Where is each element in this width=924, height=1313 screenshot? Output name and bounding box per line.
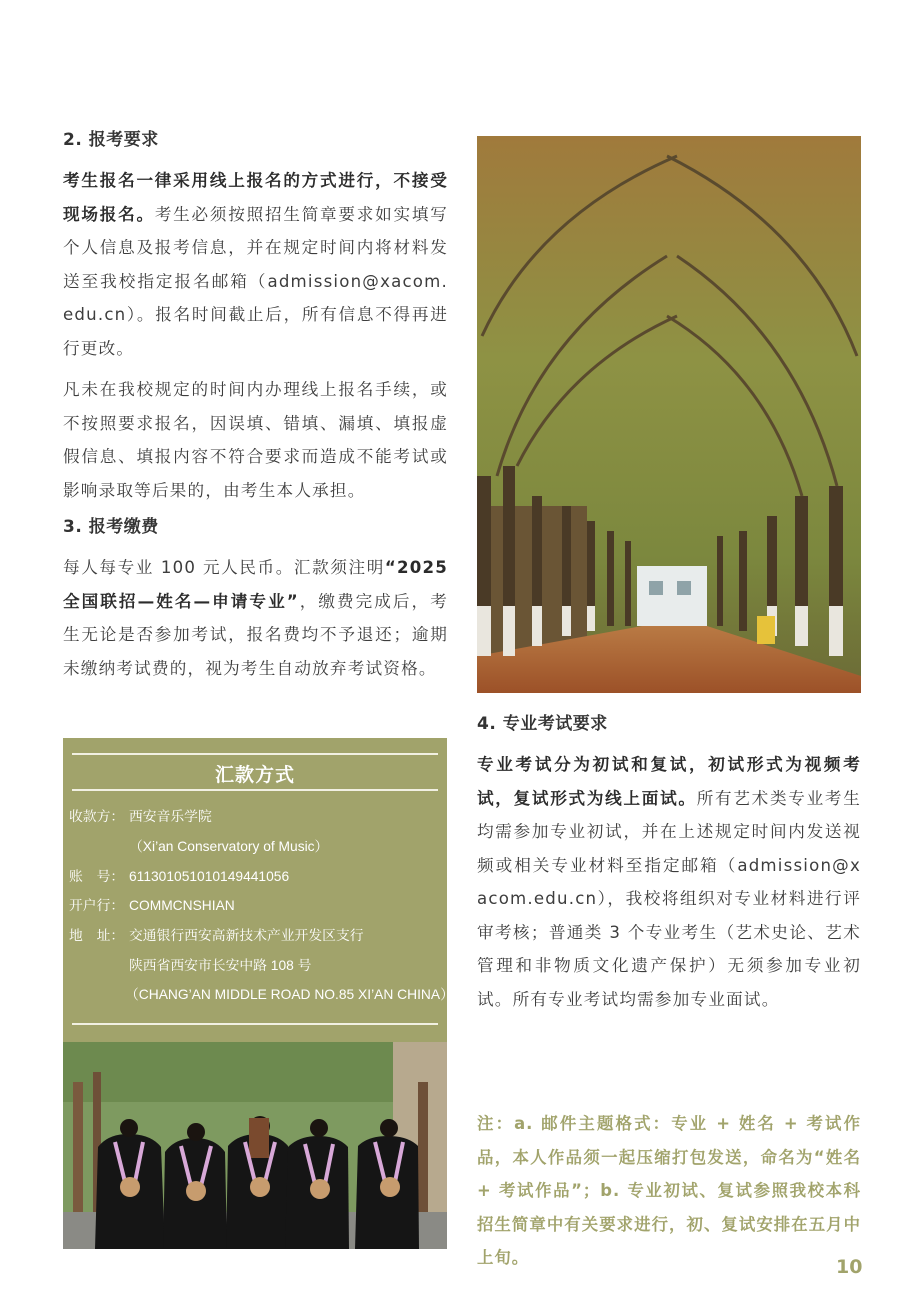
section-2-paragraph-2: 凡未在我校规定的时间内办理线上报名手续，或不按照要求报名，因误填、错填、漏填、填报虚假信息、填报内容不符合要求而造成不能考试或影响录取等后果的，由考生本人承担。 [63,380,448,500]
remittance-title: 汇款方式 [214,765,295,786]
divider [72,1023,438,1025]
address-line-1: 交通银行西安高新技术产业开发区支行 [129,928,364,943]
payee-label: 收款方： [69,809,125,824]
section-4-title: 4. 专业考试要求 [477,714,608,734]
address-label: 地 址： [69,928,125,943]
right-column [477,712,861,1024]
graduates-illustration [63,1042,447,1249]
bank-value: COMMCNSHIAN [129,898,235,913]
bank-label: 开户行： [69,898,125,913]
section-2-paragraph-1 [63,164,448,365]
remark-bold-text: “2025 全国联招—姓名—申请专业” [63,558,448,611]
bank-row [69,896,235,916]
avenue-photo [477,136,861,693]
section-2-title: 2. 报考要求 [63,130,159,150]
address-line-2: 陕西省西安市长安中路 108 号 [129,958,312,973]
payee-row [69,807,212,827]
note-text: 注：a. 邮件主题格式：专业 + 姓名 + 考试作品，本人作品须一起压缩打包发送，命名为“姓名 + 考试作品”；b. 专业初试、复试参照我校本科招生简章中有关要求进行，初、复试安排在五月中上旬。 [477,1114,861,1268]
section-3-paragraph [63,551,448,685]
section-2-bold-text: 考生报名一律采用线上报名的方式进行，不接受现场报名。 [63,171,448,224]
section-2-text: 考生必须按照招生简章要求如实填写个人信息及报考信息，并在规定时间内将材料发送至我校指定报名邮箱（admission@xacom.edu.cn）。报名时间截止后，所有信息不得再进行更改。 [63,204,449,358]
graduates-photo [63,1042,447,1249]
left-column [63,128,448,693]
account-value: 611301051010149441056 [129,869,290,884]
account-row [69,867,289,887]
remittance-info-box [63,738,454,1042]
refund-text: ，缴费完成后，考生无论是否参加考试，报名费均不予退还；逾期未缴纳考试费的，视为考生自动放弃考试资格。 [63,591,448,678]
divider [72,753,438,755]
address-english: （CHANG’AN MIDDLE ROAD NO.85 XI’AN CHINA） [125,987,454,1002]
page-number: 10 [836,1256,863,1278]
payee-value: 西安音乐学院 [129,809,212,824]
section-4-text: 所有艺术类专业考生均需参加专业初试，并在上述规定时间内发送视频或相关专业材料至指定邮箱（admission@xacom.edu.cn），我校将组织对专业材料进行评审考核；普通类 3 个专业考生（艺术史论、艺术管理和非物质文化遗产保护）无须参加专业初试。所有专业考试均需参加专业面试。 [477,788,861,1009]
section-4-bold-text: 专业考试分为初试和复试，初试形式为视频考试，复试形式为线上面试。 [477,755,861,808]
fee-text: 每人每专业 100 元人民币。汇款须注明 [63,558,385,577]
account-label: 账 号： [69,869,125,884]
avenue-illustration [477,136,861,693]
payee-english: （Xi’an Conservatory of Music） [129,839,329,854]
address-row [69,926,364,946]
section-3-title: 3. 报考缴费 [63,517,159,537]
section-4-paragraph [477,748,861,1016]
divider [72,789,438,791]
